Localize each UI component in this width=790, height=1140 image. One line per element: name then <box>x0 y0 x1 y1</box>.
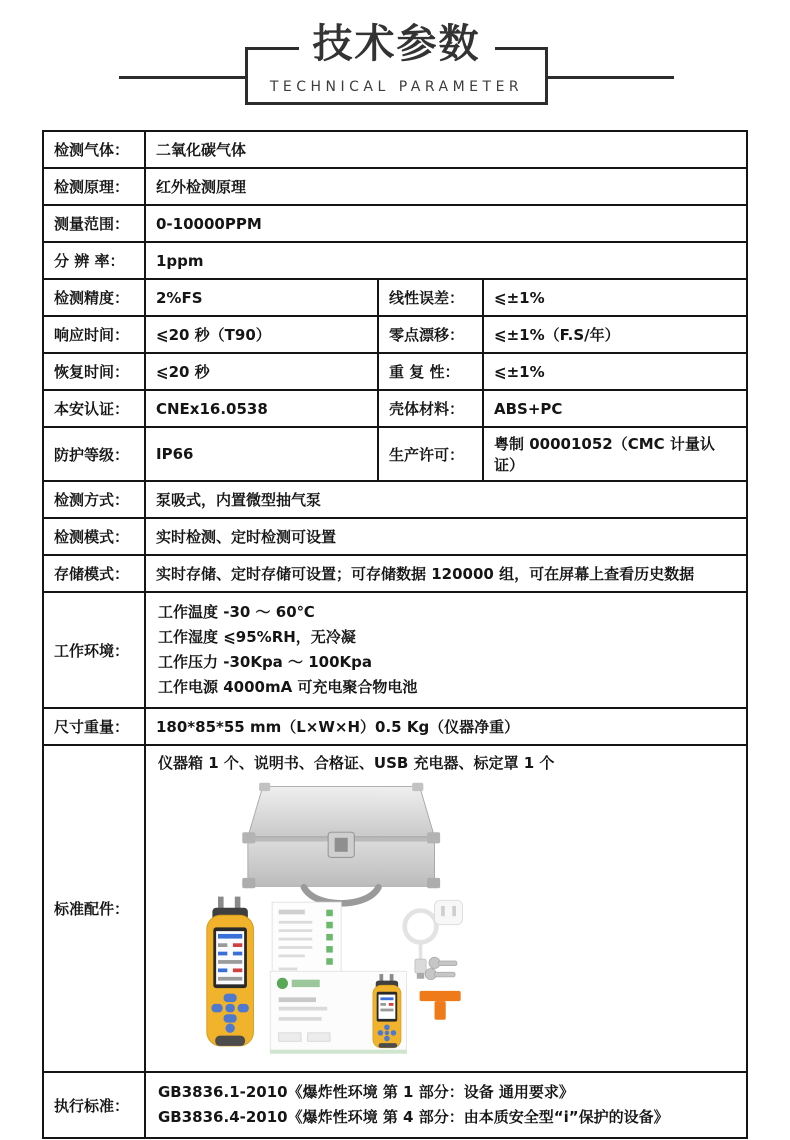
keys <box>425 957 457 979</box>
param-value: ⩽±1%（F.S/年） <box>482 317 746 352</box>
table-row <box>44 315 746 352</box>
param-label: 生产许可： <box>377 428 482 480</box>
param-label: 检测原理： <box>54 178 130 196</box>
param-value: ABS+PC <box>482 391 746 426</box>
param-value: 0-10000PPM <box>144 206 746 241</box>
param-line: 工作电源 4000mA 可充电聚合物电池 <box>158 678 418 696</box>
param-label: 零点漂移： <box>377 317 482 352</box>
param-line: 工作温度 -30 ～ 60℃ <box>158 603 315 621</box>
param-value <box>144 746 746 1071</box>
param-label: 检测精度： <box>54 289 130 307</box>
table-row <box>44 241 746 278</box>
param-value: IP66 <box>144 428 377 480</box>
page-subtitle: TECHNICAL PARAMETER <box>269 79 524 95</box>
table-row <box>44 707 746 744</box>
param-value: 180*85*55 mm（L×W×H）0.5 Kg（仪器净重） <box>144 709 746 744</box>
param-value: 二氧化碳气体 <box>144 132 746 167</box>
param-label: 尺寸重量： <box>54 718 130 736</box>
table-row <box>44 554 746 591</box>
param-value: 泵吸式，内置微型抽气泵 <box>144 482 746 517</box>
product-accessories-photo <box>184 779 476 1063</box>
param-label: 工作环境： <box>54 641 130 660</box>
param-value: ⩽20 秒 <box>144 354 377 389</box>
mini-detector <box>373 974 401 1048</box>
param-value: 实时检测、定时检测可设置 <box>144 519 746 554</box>
param-value: 粤制 00001052（CMC 计量认证） <box>482 428 746 480</box>
brochure <box>270 971 406 1053</box>
table-row <box>44 1071 746 1137</box>
param-label: 检测模式： <box>54 528 130 546</box>
calibration-cap <box>420 991 461 1020</box>
param-value: ⩽±1% <box>482 354 746 389</box>
param-line: GB3836.1-2010《爆炸性环境 第 1 部分：设备 通用要求》 <box>158 1083 574 1101</box>
parameters-table <box>42 130 748 1139</box>
param-value: CNEx16.0538 <box>144 391 377 426</box>
table-row <box>44 480 746 517</box>
table-row <box>44 744 746 1071</box>
param-line: 工作湿度 ⩽95%RH，无冷凝 <box>158 628 356 646</box>
param-value <box>144 593 746 707</box>
param-label: 防护等级： <box>54 445 130 464</box>
param-value: ⩽±1% <box>482 280 746 315</box>
table-row <box>44 591 746 707</box>
table-row <box>44 167 746 204</box>
param-label: 检测气体： <box>54 141 130 159</box>
param-label: 分 辨 率： <box>54 252 125 270</box>
table-row <box>44 426 746 480</box>
param-label: 线性误差： <box>377 280 482 315</box>
param-value <box>144 1073 746 1137</box>
param-line: GB3836.4-2010《爆炸性环境 第 4 部分：由本质安全型“i”保护的设备》 <box>158 1108 669 1126</box>
decor-line-left <box>119 76 245 79</box>
param-label: 测量范围： <box>54 215 130 233</box>
param-value: ⩽20 秒（T90） <box>144 317 377 352</box>
param-label: 恢复时间： <box>54 363 130 381</box>
param-value: 红外检测原理 <box>144 169 746 204</box>
power-adapter <box>435 900 463 924</box>
table-row <box>44 352 746 389</box>
param-label: 响应时间： <box>54 326 130 344</box>
table-row <box>44 278 746 315</box>
table-row <box>44 389 746 426</box>
param-line: 工作压力 -30Kpa ～ 100Kpa <box>158 653 373 671</box>
aluminum-case <box>242 783 440 904</box>
param-value: 实时存储、定时存储可设置；可存储数据 120000 组，可在屏幕上查看历史数据 <box>144 556 746 591</box>
param-label: 标准配件： <box>54 900 130 918</box>
param-label: 壳体材料： <box>377 391 482 426</box>
gas-detector <box>207 897 254 1046</box>
param-value: 2%FS <box>144 280 377 315</box>
param-label: 执行标准： <box>54 1096 130 1115</box>
param-label: 本安认证： <box>54 400 130 418</box>
decor-line-right <box>548 76 674 79</box>
accessories-text: 仪器箱 1 个、说明书、合格证、USB 充电器、标定罩 1 个 <box>158 754 555 772</box>
param-label: 检测方式： <box>54 491 130 509</box>
param-label: 重 复 性： <box>377 354 482 389</box>
param-value: 1ppm <box>144 243 746 278</box>
title-box <box>245 21 548 105</box>
param-label: 存储模式： <box>54 565 130 583</box>
table-row <box>44 132 746 167</box>
table-row <box>44 517 746 554</box>
table-row <box>44 204 746 241</box>
page-title: 技术参数 <box>299 20 495 68</box>
